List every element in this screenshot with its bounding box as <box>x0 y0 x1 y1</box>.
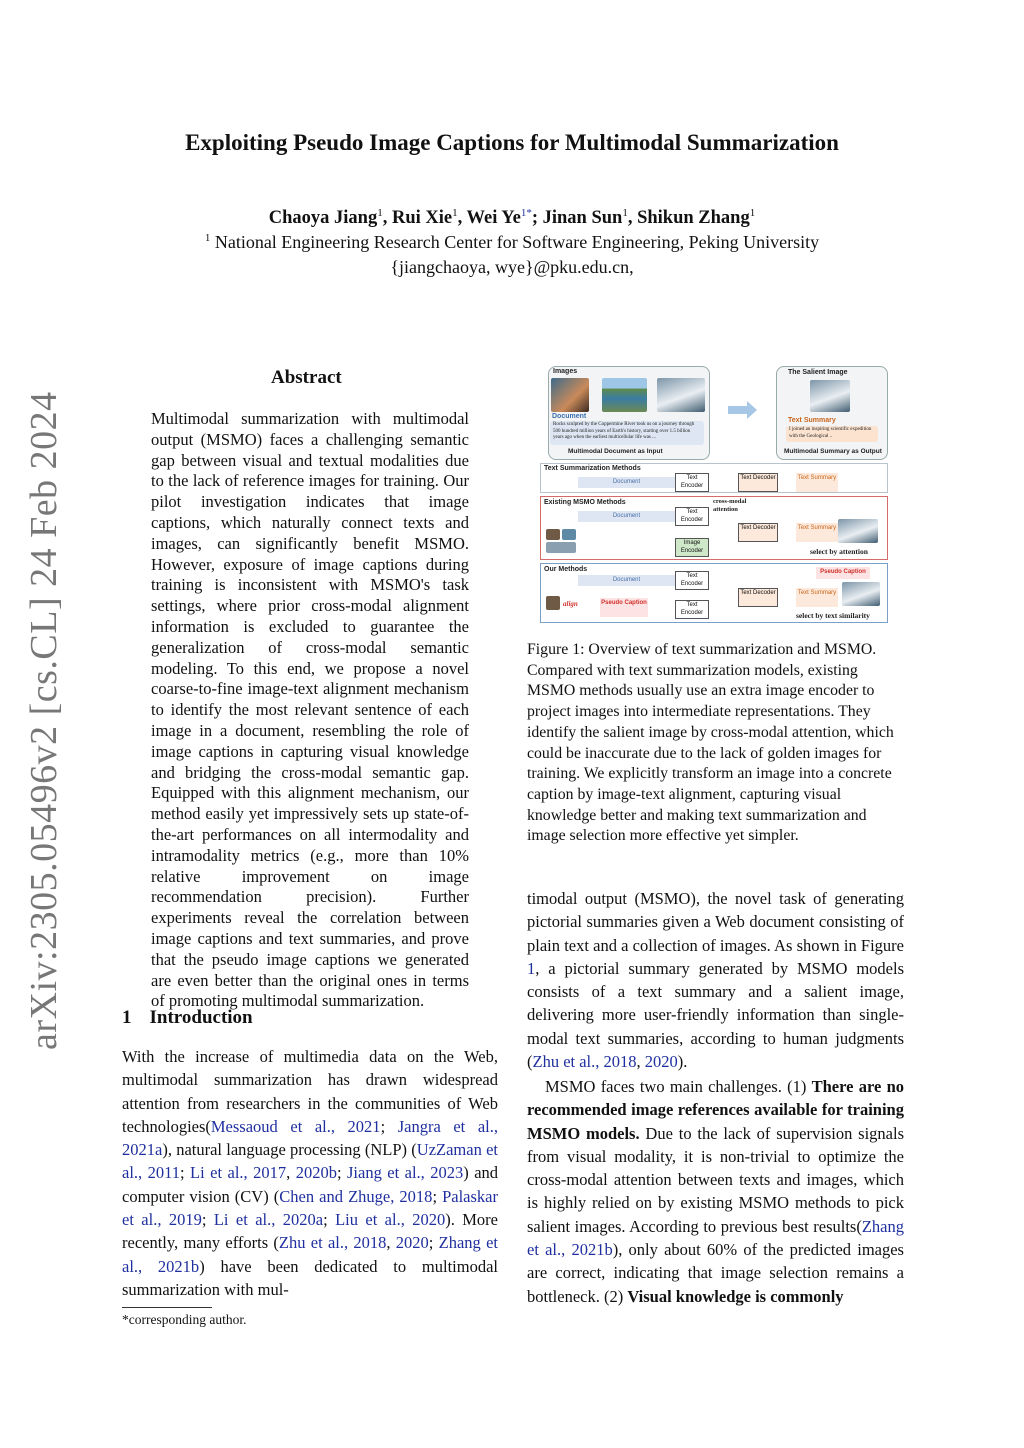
text-run: Due to the lack of supervision signals from visual modality, it is non-trivial to optimize the cross-modal attention between texts and images, which is highly relied on by existing MSMO methods to pick salient images. According to previous best results( <box>527 1123 904 1236</box>
citation-link[interactable]: Liu et al., 2020 <box>335 1210 446 1230</box>
intro-paragraph <box>122 1045 498 1301</box>
text-run: ; <box>380 1116 398 1136</box>
text-run: , <box>636 1052 645 1072</box>
text-run: , a pictorial summary generated by MSMO models consists of a text summary and a salient image, delivering more user-friendly information than single-modal text summaries, according to human judgments ( <box>527 958 904 1072</box>
text-summary-box: Text Summary <box>796 473 838 492</box>
thumb-image <box>562 529 576 540</box>
selected-image <box>842 582 880 606</box>
author-name: Rui Xie <box>391 208 453 229</box>
thumb-image <box>546 542 576 553</box>
arrowhead-icon <box>747 401 757 419</box>
text-encoder-box: Text Encoder <box>675 571 709 590</box>
text-run: ; <box>201 1210 214 1230</box>
text-decoder-box: Text Decoder <box>738 588 778 607</box>
document-box: Document <box>578 511 675 522</box>
image-encoder-box: Image Encoder <box>675 538 709 557</box>
citation-link[interactable]: Jangra et al., 2021a <box>122 1116 498 1160</box>
text-run: ; <box>180 1163 191 1183</box>
select-by-attention-label: select by attention <box>810 547 868 556</box>
text-run: With the increase of multimedia data on the Web, multimodal summarization has drawn widespread attention from researchers in the communities of Web technologies( <box>122 1047 498 1136</box>
right-paragraph-1 <box>527 887 904 1073</box>
author-name: Chaoya Jiang <box>268 208 378 229</box>
doc-input-label: Multimodal Document as Input <box>568 448 663 455</box>
text-encoder-box: Text Encoder <box>675 507 709 526</box>
text-run: , <box>386 1233 396 1253</box>
abstract-heading: Abstract <box>271 367 342 388</box>
document-label: Document <box>552 413 587 420</box>
text-run: ; <box>432 1186 443 1206</box>
author-list: Chaoya Jiang$^1$, Rui Xie$^1$, Wei $Ye^{1*}$; Jinan Sun$^1$, Shikun Zhang$^1$ <box>268 207 756 229</box>
input-image-2 <box>602 378 647 412</box>
citation-link[interactable]: Palaskar et al., 2019 <box>122 1186 498 1230</box>
abstract-text: Multimodal summarization with multimodal output (MSMO) faces a challenging semantic gap between visual and textual modalities due to the lack of reference images for training. Our pilot investigation indicates that image captions, which naturally connect texts and images, can significantly benefit MSMO. However, exposure of image captions during training is inconsistent with MSMO's task settings, where prior cross-modal alignment information is excluded to guarantee the generalization of cross-modal semantic modeling. To this end, we propose a novel coarse-to-fine image-text alignment mechanism to identify the most relevant sentence of each image in a document, resembling the role of image captions in capturing visual knowledge and bridging the cross-modal semantic gap. Equipped with this alignment mechanism, our method easily yet impressively sets up state-of-the-art performances on all intermodality and intramodality metrics (e.g., more than 10% relative improvement on image recommendation precision). Further experiments reveal the correlation between image captions and text summaries, and prove that the pseudo image captions we generated are even better than the original ones in terms of promoting multimodal summarization. <box>151 409 469 1011</box>
text-encoder-box: Text Encoder <box>675 600 709 619</box>
bold-text: There are no recommended image references available for training MSMO models. <box>527 1077 905 1143</box>
select-by-similarity-label: select by text similarity <box>796 611 870 620</box>
author-name: Wei Ye <box>466 208 521 229</box>
text-run: , <box>286 1163 296 1183</box>
pseudo-caption-output-box: Pseudo Caption <box>816 567 870 579</box>
author-email: {jiangchaoya, wye}@pku.edu.cn, <box>390 257 634 277</box>
summary-text-box: I joined an inspiring scientific expedition with the Geological .. <box>786 426 878 442</box>
text-summary-box: Text Summary <box>796 523 838 542</box>
citation-link[interactable]: UzZaman et al., 2011 <box>122 1140 498 1183</box>
paper-title: Exploiting Pseudo Image Captions for Multimodal Summarization <box>185 130 839 155</box>
citation-link[interactable]: Jiang et al., 2023 <box>347 1163 464 1183</box>
text-decoder-box: Text Decoder <box>738 473 778 492</box>
section-heading-introduction: 1 Introduction <box>122 1007 253 1028</box>
citation-link[interactable]: Li et al., 2020a <box>213 1210 324 1230</box>
author-name: Jinan Sun <box>542 208 623 229</box>
arrow-icon <box>728 406 748 414</box>
text-run: ; <box>428 1233 439 1253</box>
author-name: Shikun Zhang <box>637 208 750 229</box>
input-image-3 <box>657 378 705 412</box>
figure-1 <box>538 366 888 624</box>
text-run: ; <box>323 1210 336 1230</box>
text-sum-methods-label: Text Summarization Methods <box>544 465 641 472</box>
salient-image <box>810 380 850 412</box>
pseudo-caption-box: Pseudo Caption <box>600 598 648 617</box>
summary-output-label: Multimodal Summary as Output <box>784 448 882 455</box>
text-run: ). <box>677 1052 688 1072</box>
text-run: ; <box>336 1163 347 1183</box>
citation-link[interactable]: 2020 <box>644 1052 678 1072</box>
text-run: ), natural language processing (NLP) ( <box>162 1140 417 1160</box>
cross-modal-attention-label: cross-modal attention <box>713 498 747 513</box>
input-image-1 <box>551 378 589 412</box>
text-run: timodal output (MSMO), the novel task of generating pictorial summaries given a Web document consisting of plain text and a collection of images. As shown in Figure <box>527 889 904 955</box>
text-run: ) and computer vision (CV) ( <box>122 1163 499 1206</box>
text-run: MSMO faces two main challenges. (1) <box>545 1077 812 1096</box>
selected-image <box>838 519 878 543</box>
citation-link[interactable]: Messaoud et al., 2021 <box>210 1116 381 1136</box>
salient-image-label: The Salient Image <box>788 369 848 376</box>
text-summary-box: Text Summary <box>796 588 838 607</box>
citation-link[interactable]: Zhu et al., 2018 <box>278 1233 387 1253</box>
footnote-rule <box>122 1307 212 1308</box>
figure-caption: Figure 1: Overview of text summarization and MSMO. Compared with text summarization models, existing MSMO methods usually use an extra image encoder to project images into intermediate representations. They identify the salient image by cross-modal attention, which could be inaccurate due to the lack of golden images for training. We explicitly transform an image into a concrete caption by image-text alignment, capturing visual knowledge better and making text summarization and image selection more effective yet simpler. <box>527 641 894 845</box>
align-label: align <box>563 600 578 608</box>
thumb-image <box>546 529 560 540</box>
document-box: Document <box>578 575 675 586</box>
arxiv-identifier: arXiv:2305.05496v2 [cs.CL] 24 Feb 2024 <box>23 391 65 1050</box>
citation-link[interactable]: Zhu et al., 2018 <box>532 1052 637 1072</box>
citation-link[interactable]: 1 <box>527 958 536 978</box>
text-run: ) have been dedicated to multimodal summarization with mul- <box>122 1256 498 1299</box>
images-label: Images <box>553 368 578 375</box>
document-box: Document <box>578 477 675 488</box>
document-text-box: Rocks sculpted by the Coppermine River took us on a journey through 500 hundred million years of Earth's history, starting over 1.5 billion years ago when the earliest multicellular life was ... <box>550 421 704 445</box>
text-decoder-box: Text Decoder <box>738 523 778 542</box>
citation-link[interactable]: Li et al., 2017 <box>190 1163 287 1183</box>
text-encoder-box: Text Encoder <box>675 473 709 492</box>
citation-link[interactable]: Zhang et al., 2021b <box>527 1216 904 1260</box>
footnote: *corresponding author. <box>122 1312 247 1327</box>
citation-link[interactable]: Zhang et al., 2021b <box>122 1233 498 1276</box>
our-methods-label: Our Methods <box>544 566 588 573</box>
bold-text: Visual knowledge is commonly <box>627 1286 844 1306</box>
citation-link[interactable]: 2020 <box>395 1233 429 1253</box>
text-run: ), only about 60% of the predicted images are correct, indicating that image selection remains a bottleneck. (2) <box>527 1240 904 1306</box>
citation-link[interactable]: Chen and Zhuge, 2018 <box>279 1186 433 1206</box>
affiliation: $^1$ National Engineering Research Center for Software Engineering, Peking University <box>204 232 820 252</box>
thumb-image <box>546 596 560 610</box>
existing-methods-label: Existing MSMO Methods <box>544 499 626 506</box>
text-run: ). More recently, many efforts ( <box>122 1210 498 1253</box>
text-summary-label: Text Summary <box>788 417 836 424</box>
citation-link[interactable]: 2020b <box>295 1163 337 1183</box>
right-paragraph-2 <box>527 1075 904 1308</box>
